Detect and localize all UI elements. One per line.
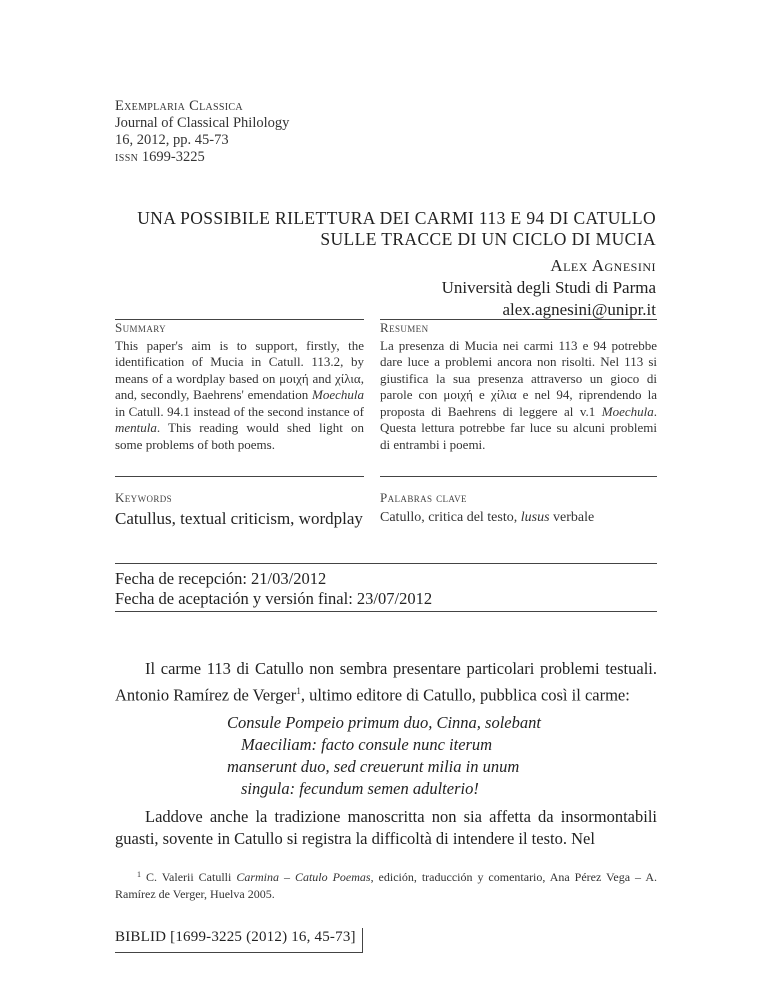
footnote: $^1$ C. Valerii Catulli Carmina – Catulo Poemas, edición, traducción y comentario, Ana Pérez Vega – A. Ramírez de Verger, Huelva 2005. (115, 870, 657, 901)
issn-label: ISSN (115, 153, 139, 164)
poem-block (227, 712, 541, 800)
dates-top-rule (115, 563, 657, 564)
journal-name: Exemplaria Classica (115, 98, 243, 114)
keywords-heading: Keywords (115, 490, 173, 505)
poem-line: Consule Pompeio primum duo, Cinna, solebant (227, 713, 541, 732)
resumen-heading: Resumen (380, 320, 429, 335)
poem-line: singula: fecundum semen adulterio! (241, 779, 479, 798)
author-affiliation: Università degli Studi di Parma (441, 278, 656, 297)
author-email[interactable]: alex.agnesini@unipr.it (502, 300, 656, 319)
article-title (100, 208, 656, 250)
palabras-text: Catullo, critica del testo, lusus verbale (380, 509, 595, 525)
author-name: Alex Agnesini (550, 256, 656, 275)
footnote-ref[interactable]: 1 (296, 686, 301, 696)
journal-issn (115, 149, 289, 167)
palabras-heading: Palabras clave (380, 490, 467, 505)
keywords-section (115, 490, 364, 529)
summary-bottom-rule (115, 476, 364, 477)
title-line-2: SULLE TRACCE DI UN CICLO DI MUCIA (320, 229, 656, 249)
dates-bottom-rule (115, 611, 657, 612)
biblid-tick (362, 928, 363, 953)
body-paragraph-1: Il carme 113 di Catullo non sembra presentare particolari problemi testuali. Antonio Ramírez de Verger$^1$, ultimo editore di Catullo, pubblica così il carme: (115, 659, 657, 705)
author-block (442, 255, 656, 321)
dates-block (115, 569, 432, 609)
summary-section (115, 320, 364, 453)
journal-subtitle: Journal of Classical Philology (115, 115, 290, 131)
issn-number: 1699-3225 (141, 149, 205, 165)
resumen-section (380, 320, 657, 453)
summary-heading: Summary (115, 320, 167, 335)
biblid-line: BIBLID [1699-3225 (2012) 16, 45-73] (115, 929, 356, 945)
footnote-mark: 1 (137, 870, 141, 879)
palabras-section (380, 490, 657, 526)
biblid-rule (115, 952, 363, 953)
summary-text: This paper's aim is to support, firstly, the identification of Mucia in Catull. 113.2, by means of a wordplay based on μοιχή and χίλια, and, secondly, Baehrens' emendation Moechula in Catull. 94.1 instead of the second instance of mentula. This reading would shed light on some problems of both poems. (115, 337, 364, 452)
body-paragraph-2: Laddove anche la tradizione manoscritta non sia affetta da insormontabili guasti, sovente in Catullo si registra la difficoltà di intendere il testo. Nel (115, 807, 657, 848)
poem-line: Maeciliam: facto consule nunc iterum (241, 735, 493, 754)
keywords-text: Catullus, textual criticism, wordplay (115, 508, 363, 528)
date-received: Fecha de recepción: 21/03/2012 (115, 569, 327, 588)
date-accepted: Fecha de aceptación y versión final: 23/07/2012 (115, 589, 433, 608)
resumen-bottom-rule (380, 476, 657, 477)
resumen-text: La presenza di Mucia nei carmi 113 e 94 potrebbe dare luce a problemi ancora non risolti. Nel 113 si giustifica la sua presenza attraverso un gioco di parole con μοιχή e χίλια e nel 94, riprendendo la proposta di Baehrens di leggere al v.1 Moechula. Questa lettura potrebbe far luce su alcuni problemi di entrambi i poemi. (380, 337, 657, 452)
title-line-1: UNA POSSIBILE RILETTURA DEI CARMI 113 E 94 DI CATULLO (137, 208, 656, 228)
journal-header (115, 98, 289, 167)
poem-line: manserunt duo, sed creuerunt milia in unum (227, 757, 520, 776)
journal-issue: 16, 2012, pp. 45-73 (115, 132, 229, 148)
